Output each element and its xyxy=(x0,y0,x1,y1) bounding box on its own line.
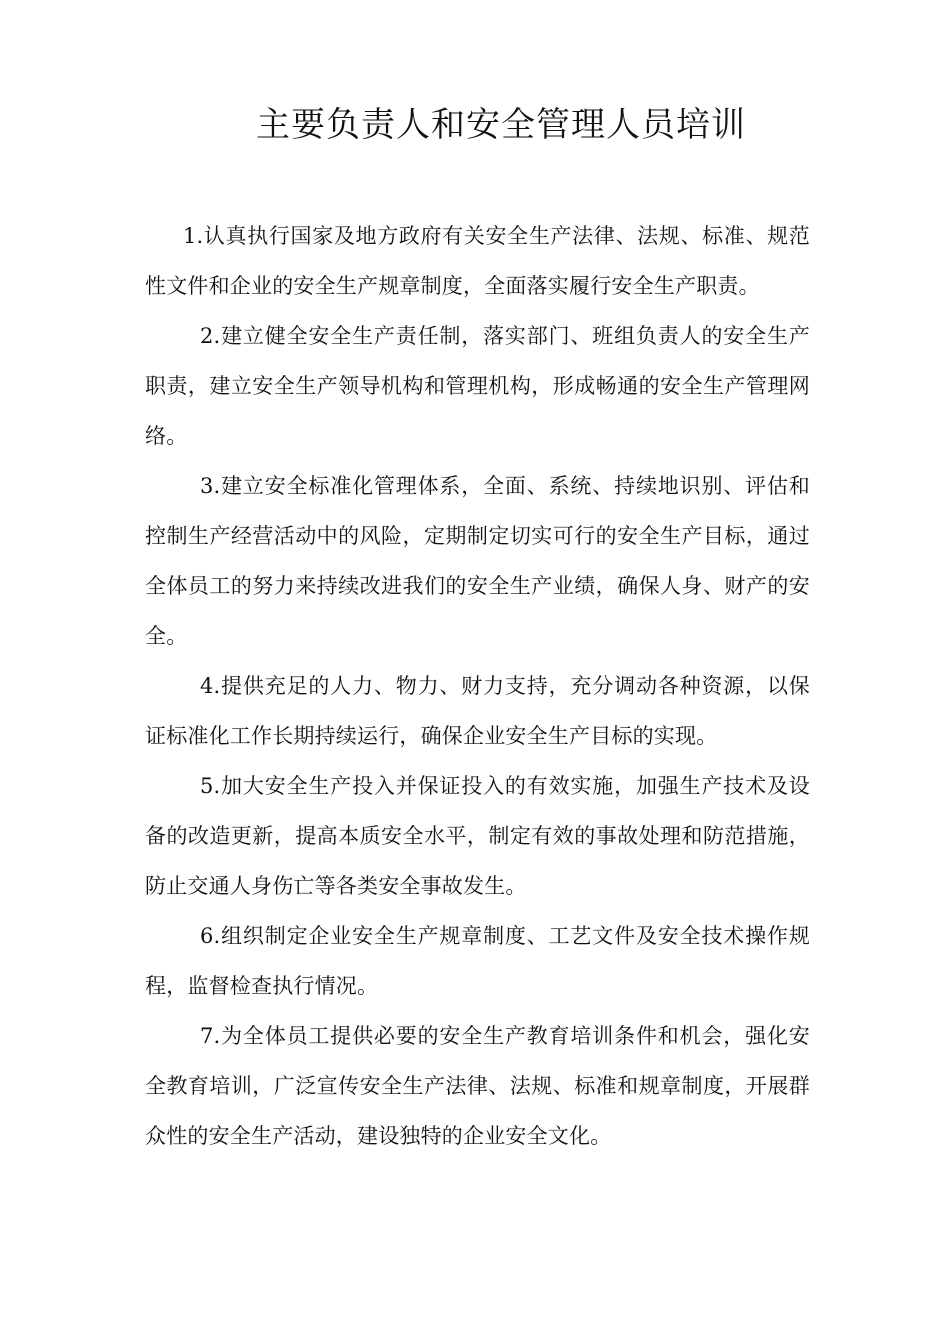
paragraph-2: 2.建立健全安全生产责任制，落实部门、班组负责人的安全生产职责，建立安全生产领导机构和管理机构，形成畅通的安全生产管理网络。 xyxy=(145,324,810,448)
paragraph-5: 5.加大安全生产投入并保证投入的有效实施，加强生产技术及设备的改造更新，提高本质安全水平，制定有效的事故处理和防范措施，防止交通人身伤亡等各类安全事故发生。 xyxy=(145,774,810,898)
paragraph-4: 4.提供充足的人力、物力、财力支持，充分调动各种资源，以保证标准化工作长期持续运行，确保企业安全生产目标的实现。 xyxy=(145,674,810,748)
paragraph-3: 3.建立安全标准化管理体系，全面、系统、持续地识别、评估和控制生产经营活动中的风险，定期制定切实可行的安全生产目标，通过全体员工的努力来持续改进我们的安全生产业绩，确保人身、财产的安全。 xyxy=(145,474,810,648)
document-body xyxy=(145,211,810,1161)
paragraph-7: 7.为全体员工提供必要的安全生产教育培训条件和机会，强化安全教育培训，广泛宣传安全生产法律、法规、标准和规章制度，开展群众性的安全生产活动，建设独特的企业安全文化。 xyxy=(145,1024,810,1148)
paragraph-1: 1.认真执行国家及地方政府有关安全生产法律、法规、标准、规范性文件和企业的安全生产规章制度，全面落实履行安全生产职责。 xyxy=(145,224,810,298)
paragraph-6: 6.组织制定企业安全生产规章制度、工艺文件及安全技术操作规程，监督检查执行情况。 xyxy=(145,924,810,998)
document-title: 主要负责人和安全管理人员培训 xyxy=(256,105,746,145)
